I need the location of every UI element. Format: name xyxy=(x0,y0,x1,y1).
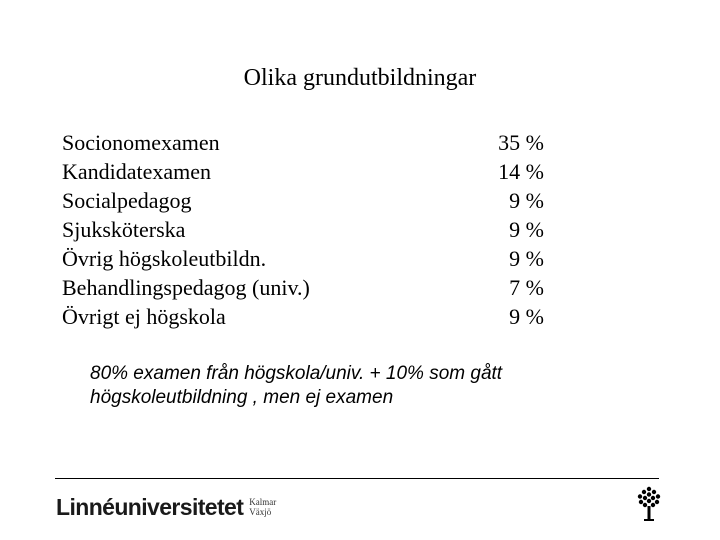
table-row xyxy=(62,186,582,215)
education-label: Sjuksköterska xyxy=(62,217,186,242)
table-row xyxy=(62,273,582,302)
education-percentage: 14 % xyxy=(498,159,544,184)
campus-city-vaxjo: Växjö xyxy=(249,507,272,517)
footer-divider xyxy=(55,478,659,479)
summary-note-line: 80% examen från högskola/univ. + 10% som gått xyxy=(90,363,503,384)
education-label: Övrig högskoleutbildn. xyxy=(62,246,267,271)
tree-icon xyxy=(636,486,662,522)
table-row xyxy=(62,157,582,186)
university-name: Linnéuniversitetet xyxy=(56,493,244,520)
summary-note-line: högskoleutbildning , men ej examen xyxy=(90,387,394,408)
summary-note xyxy=(90,362,610,410)
table-row xyxy=(62,215,582,244)
education-percentage: 9 % xyxy=(509,188,544,213)
campus-cities xyxy=(249,497,276,517)
education-percentage: 9 % xyxy=(509,217,544,242)
university-logo xyxy=(56,490,276,524)
education-percentage: 9 % xyxy=(509,304,544,329)
education-percentage: 7 % xyxy=(509,275,544,300)
education-label: Socionomexamen xyxy=(62,130,220,155)
slide-title: Olika grundutbildningar xyxy=(243,65,477,91)
education-label: Kandidatexamen xyxy=(62,159,212,184)
education-label: Socialpedagog xyxy=(62,188,192,213)
table-row xyxy=(62,128,582,157)
table-row xyxy=(62,302,582,331)
campus-city-kalmar: Kalmar xyxy=(249,497,277,507)
education-percentage: 9 % xyxy=(509,246,544,271)
education-label: Övrigt ej högskola xyxy=(62,304,226,329)
table-row xyxy=(62,244,582,273)
education-percentage: 35 % xyxy=(498,130,544,155)
education-table xyxy=(62,128,582,331)
education-label: Behandlingspedagog (univ.) xyxy=(62,275,310,300)
